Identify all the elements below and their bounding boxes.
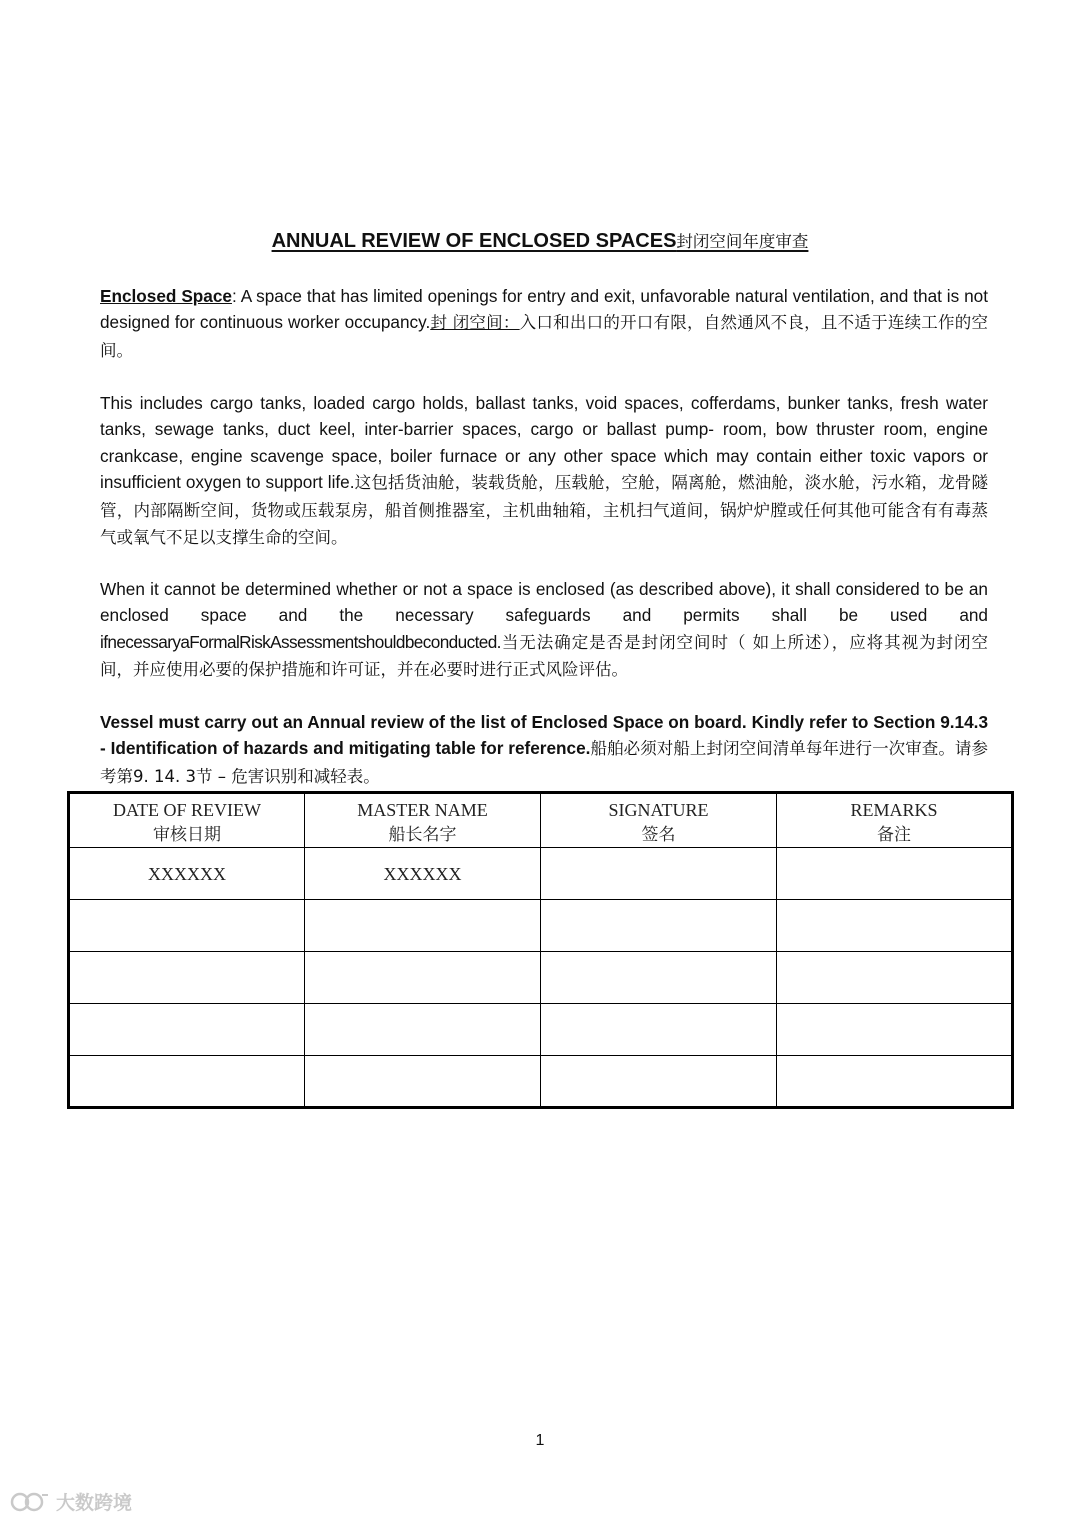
cell-remarks[interactable]: [777, 1056, 1013, 1108]
undetermined-zh: 当无法确定是否是封闭空间时（ 如上所述），应将其视为封闭空间，并应使用必要的保护措施和许可证，并在必要时进行正式风险评估。: [100, 632, 988, 680]
title-en: ANNUAL REVIEW OF ENCLOSED SPACES: [271, 230, 677, 252]
table-row: [69, 900, 1013, 952]
header-label-zh: 备注: [877, 825, 911, 845]
enclosed-space-definition: [100, 283, 988, 364]
instruction-en: Vessel must carry out an Annual review of the list of Enclosed Space on board. Kindly refer to Section 9.14.3 - Identification of hazards and mitigating table for reference.: [100, 712, 988, 759]
header-label-en: SIGNATURE: [608, 800, 709, 820]
undetermined-en-a: When it cannot be determined whether or not a space is enclosed (as described above), it shall considered to be an enclosed space and the necessary safeguards and permits shall be used and: [100, 579, 988, 626]
included-spaces-zh: 这包括货油舱，装载货舱，压载舱，空舱，隔离舱，燃油舱，淡水舱，污水箱，龙骨隧管，内部隔断空间，货物或压载泵房，船首侧推器室，主机曲轴箱，主机扫气道间，锅炉炉膛或任何其他可能含有有毒蒸气或氧气不足以支撑生命的空间。: [100, 473, 989, 548]
header-label-en: DATE OF REVIEW: [113, 800, 261, 820]
header-remarks: [777, 793, 1013, 848]
header-label-zh: 船长名字: [388, 825, 457, 845]
table-row: [69, 1004, 1013, 1056]
included-spaces-paragraph: [100, 390, 988, 551]
cell-signature[interactable]: [541, 900, 777, 952]
table-header-row: [69, 793, 1013, 848]
definition-term: Enclosed Space: [100, 286, 232, 306]
page-title: [0, 228, 1080, 253]
cell-remarks[interactable]: [777, 900, 1013, 952]
cell-date[interactable]: [69, 1004, 305, 1056]
instruction-zh: 船舶必须对船上封闭空间清单每年进行一次审查。请参考第9. 14. 3节 – 危害识别和减轻表。: [100, 739, 988, 786]
table-row: [69, 952, 1013, 1004]
definition-term-zh: 封 闭空间：: [430, 313, 520, 333]
definition-text-en: : A space that has limited openings for entry and exit, unfavorable natural ventilation, and that is not designed for continuous worker occupancy.: [100, 286, 989, 333]
cell-master-name[interactable]: XXXXXX: [305, 848, 541, 900]
cell-master-name[interactable]: [305, 1004, 541, 1056]
cell-master-name[interactable]: [305, 900, 541, 952]
header-master-name: [305, 793, 541, 848]
included-spaces-en: This includes cargo tanks, loaded cargo holds, ballast tanks, void spaces, cofferdams, bunker tanks, fresh water tanks, sewage tanks, duct keel, inter-barrier spaces, cargo or ballast pump- room, bow thruster room, engine crankcase, engine scavenge space, boiler furnace or any other space which may contain either toxic vapors or insufficient oxygen to support life.: [100, 393, 988, 493]
undetermined-space-paragraph: [100, 576, 988, 684]
undetermined-en-b: ifnecessaryaFormalRiskAssessmentshouldbeconducted.: [100, 631, 501, 652]
table-row: [69, 1056, 1013, 1108]
cell-master-name[interactable]: [305, 952, 541, 1004]
page-number: 1: [535, 1432, 545, 1449]
definition-text-zh: 入口和出口的开口有限，自然通风不良，且不适于连续工作的空间。: [100, 313, 989, 360]
title-zh: 封闭空间年度审查: [676, 232, 809, 251]
cell-signature[interactable]: [541, 1056, 777, 1108]
cell-signature[interactable]: [541, 1004, 777, 1056]
table-row: [69, 848, 1013, 900]
header-signature: [541, 793, 777, 848]
cell-date[interactable]: [69, 952, 305, 1004]
header-label-en: REMARKS: [850, 800, 938, 820]
cell-remarks[interactable]: [777, 1004, 1013, 1056]
cell-date[interactable]: [69, 900, 305, 952]
cell-master-name[interactable]: [305, 1056, 541, 1108]
watermark-logo-icon: [10, 1489, 50, 1515]
cell-remarks[interactable]: [777, 848, 1013, 900]
cell-remarks[interactable]: [777, 952, 1013, 1004]
cell-signature[interactable]: [541, 848, 777, 900]
watermark-text: 大数跨境: [56, 1492, 133, 1514]
review-table: [67, 791, 1014, 1109]
annual-review-instruction: [100, 709, 988, 790]
cell-signature[interactable]: [541, 952, 777, 1004]
header-date-of-review: [69, 793, 305, 848]
cell-date[interactable]: [69, 1056, 305, 1108]
header-label-zh: 签名: [641, 825, 676, 845]
cell-date[interactable]: XXXXXX: [69, 848, 305, 900]
watermark: [10, 1488, 132, 1515]
header-label-zh: 审核日期: [153, 825, 221, 845]
header-label-en: MASTER NAME: [357, 800, 488, 820]
